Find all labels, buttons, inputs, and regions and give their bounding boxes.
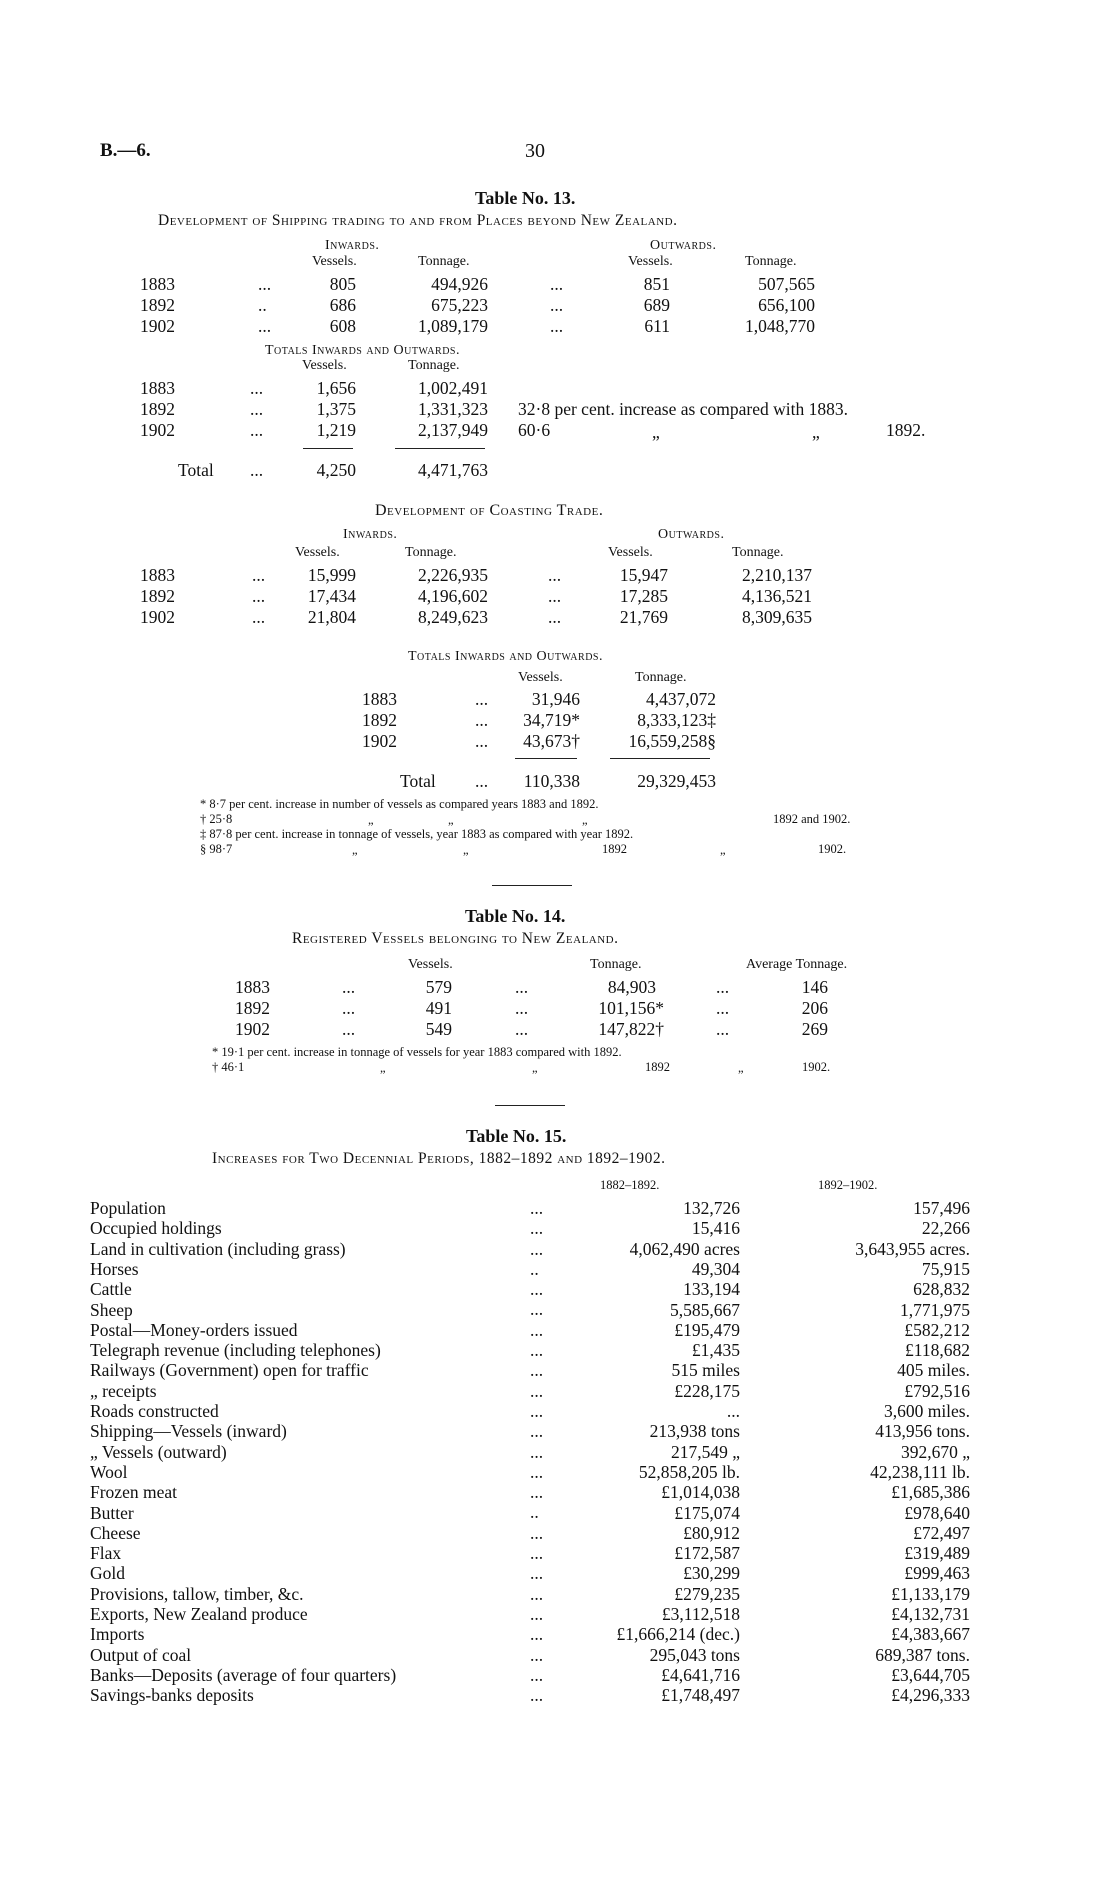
- value-1892-1902: £4,296,333: [891, 1685, 970, 1706]
- totals-vessels: 34,719*: [523, 710, 580, 730]
- row-label: Sheep: [90, 1299, 133, 1320]
- leader-dots: ...: [252, 565, 266, 585]
- value-1892-1902: £582,212: [904, 1319, 970, 1340]
- outwards-vessels: 15,947: [619, 565, 668, 585]
- leader-dots: ...: [716, 977, 730, 997]
- year: 1892: [140, 399, 175, 419]
- table-14-subtitle: Registered Vessels belonging to New Zealand.: [292, 930, 619, 947]
- value-1882-1892: 5,585,667: [670, 1299, 740, 1320]
- total-tonnage: 29,329,453: [637, 771, 716, 791]
- year: 1902: [140, 316, 175, 336]
- inwards-vessels: 805: [329, 274, 356, 294]
- inwards-vessels: 17,434: [307, 586, 356, 606]
- totals-tonnage: 1,002,491: [418, 378, 488, 398]
- total-label: Total: [178, 460, 214, 480]
- outwards-vessels: 21,769: [619, 607, 668, 627]
- table-13-title: Table No. 13.: [475, 188, 576, 208]
- inwards-tonnage: 4,196,602: [418, 586, 488, 606]
- leader-dots: ...: [550, 316, 564, 336]
- inwards-vessels-header: Vessels.: [312, 254, 357, 269]
- totals-vessels: 43,673†: [523, 731, 580, 751]
- value-1892-1902: 413,956 tons.: [875, 1421, 970, 1442]
- totals-vessels: 1,375: [316, 399, 356, 419]
- footnote: * 8·7 per cent. increase in number of vessels as compared years 1883 and 1892.: [200, 797, 599, 811]
- ditto-mark: „: [532, 1061, 538, 1075]
- row-label: Occupied holdings: [90, 1218, 222, 1239]
- leader-dots: ...: [515, 977, 529, 997]
- inwards-vessels: 608: [329, 316, 356, 336]
- totals-vessels: 1,219: [316, 420, 356, 440]
- row-label: Cattle: [90, 1279, 132, 1300]
- row-label: Population: [90, 1198, 166, 1218]
- leader-dots: ...: [716, 998, 730, 1018]
- outwards-tonnage: 4,136,521: [742, 586, 812, 606]
- value-1892-1902: 1,771,975: [900, 1299, 970, 1320]
- leader-dots: ...: [258, 316, 272, 336]
- value-1882-1892: ...: [726, 1401, 740, 1421]
- row-label: Output of coal: [90, 1644, 192, 1665]
- footnote: 1892 and 1902.: [773, 812, 851, 826]
- row-label: Imports: [90, 1624, 145, 1645]
- year: 1902: [140, 607, 175, 627]
- leader-dots: ...: [475, 689, 489, 709]
- tonnage: 84,903: [607, 977, 656, 997]
- value-1882-1892: 4,062,490 acres: [629, 1238, 740, 1259]
- row-label: Gold: [90, 1563, 125, 1584]
- inwards-header: Inwards.: [325, 238, 380, 253]
- value-1882-1892: 132,726: [683, 1198, 740, 1218]
- tonnage: 101,156*: [598, 998, 664, 1018]
- sum-rule: [303, 448, 353, 449]
- value-1882-1892: 295,043 tons: [649, 1644, 740, 1665]
- leader-dots: ...: [475, 710, 489, 730]
- sum-rule: [395, 448, 485, 449]
- value-1892-1902: 3,600 miles.: [883, 1401, 970, 1421]
- average-tonnage: 206: [801, 998, 828, 1018]
- value-1882-1892: £1,666,214 (dec.): [616, 1624, 740, 1645]
- inwards-tonnage: 1,089,179: [418, 316, 488, 336]
- leader-dots: ...: [252, 607, 266, 627]
- outwards-tonnage: 507,565: [758, 274, 815, 294]
- value-1882-1892: £3,112,518: [661, 1604, 740, 1624]
- totals-vessels: 1,656: [316, 378, 356, 398]
- coasting-out-vessels-header: Vessels.: [608, 545, 653, 560]
- outwards-tonnage: 1,048,770: [745, 316, 815, 336]
- page-number: 30: [525, 140, 545, 162]
- value-1882-1892: 515 miles: [671, 1360, 740, 1381]
- increase-note: 32·8 per cent. increase as compared with 1883.: [518, 399, 848, 419]
- footnote: ‡ 87·8 per cent. increase in tonnage of vessels, year 1883 as compared with year 1892.: [200, 827, 634, 841]
- table-14-average-header: Average Tonnage.: [746, 957, 848, 972]
- value-1882-1892: £228,175: [674, 1380, 740, 1401]
- year: 1902: [140, 420, 175, 440]
- leader-dots: ...: [342, 1019, 356, 1039]
- outwards-vessels-header: Vessels.: [628, 254, 673, 269]
- value-1882-1892: 49,304: [691, 1258, 740, 1279]
- inwards-tonnage: 494,926: [431, 274, 488, 294]
- total-tonnage: 4,471,763: [418, 460, 488, 480]
- value-1882-1892: 133,194: [683, 1279, 740, 1300]
- sum-rule: [610, 758, 710, 759]
- value-1892-1902: 392,670 „: [900, 1441, 970, 1462]
- vessels: 549: [425, 1019, 452, 1039]
- footnote: † 46·1: [212, 1060, 245, 1074]
- value-1892-1902: 22,266: [921, 1218, 970, 1239]
- value-1892-1902: 42,238,111 lb.: [870, 1461, 970, 1482]
- value-1882-1892: £1,014,038: [661, 1482, 740, 1503]
- value-1892-1902: £1,133,179: [891, 1583, 970, 1604]
- totals-vessels-header: Vessels.: [302, 358, 347, 373]
- year: 1883: [140, 378, 175, 398]
- table-14-vessels-header: Vessels.: [408, 957, 453, 972]
- sum-rule: [515, 758, 577, 759]
- ditto-mark: „: [720, 843, 726, 857]
- inwards-tonnage: 2,226,935: [418, 565, 488, 585]
- year: 1892: [235, 998, 270, 1018]
- footnote: † 25·8: [200, 812, 233, 826]
- row-label: Flax: [90, 1543, 122, 1564]
- coasting-in-tonnage-header: Tonnage.: [405, 545, 457, 560]
- ditto-mark: „: [352, 843, 358, 857]
- outwards-vessels: 611: [644, 316, 670, 336]
- ditto-mark: „: [582, 813, 588, 827]
- outwards-header: Outwards.: [650, 238, 717, 253]
- outwards-vessels: 851: [643, 274, 670, 294]
- footnote: 1902.: [802, 1060, 831, 1074]
- totals-vessels: 31,946: [531, 689, 580, 709]
- section-divider: [492, 885, 572, 886]
- value-1892-1902: 3,643,955 acres.: [855, 1238, 970, 1259]
- leader-dots: ...: [250, 460, 264, 480]
- value-1892-1902: £72,497: [913, 1522, 970, 1543]
- value-1892-1902: 405 miles.: [897, 1360, 970, 1381]
- coasting-subtitle: Development of Coasting Trade.: [375, 502, 604, 519]
- section-divider: [495, 1105, 565, 1106]
- leader-dots: ...: [548, 586, 562, 606]
- leader-dots: ...: [250, 399, 264, 419]
- year: 1892: [362, 710, 397, 730]
- value-1892-1902: 628,832: [913, 1279, 970, 1300]
- row-label: Horses: [90, 1258, 139, 1279]
- inwards-vessels: 686: [329, 295, 356, 315]
- leader-dots: ...: [548, 607, 562, 627]
- ditto-mark: „: [380, 1061, 386, 1075]
- totals-header: Totals Inwards and Outwards.: [265, 343, 460, 358]
- outwards-tonnage-header: Tonnage.: [745, 254, 797, 269]
- inwards-tonnage: 8,249,623: [418, 607, 488, 627]
- value-1882-1892: 52,858,205 lb.: [638, 1461, 740, 1482]
- totals-tonnage-header: Tonnage.: [408, 358, 460, 373]
- tonnage: 147,822†: [598, 1019, 664, 1039]
- outwards-tonnage: 2,210,137: [742, 565, 812, 585]
- leader-dots: ...: [252, 586, 266, 606]
- coasting-in-vessels-header: Vessels.: [295, 545, 340, 560]
- row-label: Frozen meat: [90, 1482, 177, 1503]
- leader-dots: ...: [475, 731, 489, 751]
- ditto-mark: „: [812, 422, 820, 442]
- year: 1902: [362, 731, 397, 751]
- total-vessels: 110,338: [523, 771, 580, 791]
- value-1882-1892: £279,235: [674, 1583, 740, 1604]
- value-1882-1892: £1,435: [691, 1340, 740, 1361]
- value-1892-1902: £319,489: [904, 1543, 970, 1564]
- leader-dots: ...: [716, 1019, 730, 1039]
- value-1892-1902: £4,383,667: [891, 1624, 970, 1645]
- value-1882-1892: £1,748,497: [661, 1685, 740, 1706]
- value-1892-1902: £1,685,386: [891, 1482, 970, 1503]
- outwards-vessels: 689: [643, 295, 670, 315]
- table-15-subtitle: Increases for Two Decennial Periods, 1882–1892 and 1892–1902.: [212, 1150, 666, 1167]
- value-1882-1892: £4,641,716: [661, 1664, 740, 1685]
- value-1892-1902: £3,644,705: [891, 1664, 970, 1685]
- totals-tonnage: 16,559,258§: [628, 731, 716, 751]
- inwards-vessels: 15,999: [307, 565, 356, 585]
- value-1882-1892: 217,549 „: [670, 1441, 740, 1462]
- totals-tonnage: 2,137,949: [418, 420, 488, 440]
- year: 1892: [140, 295, 175, 315]
- coasting-inwards-header: Inwards.: [343, 527, 398, 542]
- ditto-mark: „: [652, 422, 660, 442]
- row-label: Cheese: [90, 1522, 141, 1543]
- value-1892-1902: 75,915: [921, 1258, 970, 1279]
- year: 1883: [140, 565, 175, 585]
- value-1892-1902: £4,132,731: [891, 1604, 970, 1624]
- footnote: * 19·1 per cent. increase in tonnage of vessels for year 1883 compared with 1892.: [212, 1045, 622, 1059]
- average-tonnage: 269: [801, 1019, 828, 1039]
- leader-dots: ...: [550, 295, 564, 315]
- vessels: 491: [425, 998, 452, 1018]
- leader-dots: ...: [250, 420, 264, 440]
- coasting-totals-vessels-header: Vessels.: [518, 670, 563, 685]
- row-label: Banks—Deposits (average of four quarters): [90, 1664, 397, 1685]
- row-label: Savings-banks deposits: [90, 1685, 254, 1706]
- leader-dots: ...: [550, 274, 564, 294]
- leader-dots: ...: [342, 977, 356, 997]
- year: 1902: [235, 1019, 270, 1039]
- value-1892-1902: 157,496: [913, 1198, 970, 1218]
- leader-dots: ...: [548, 565, 562, 585]
- outwards-vessels: 17,285: [619, 586, 668, 606]
- leader-dots: ...: [515, 1019, 529, 1039]
- leader-dots: ..: [258, 295, 267, 315]
- row-label: Shipping—Vessels (inward): [90, 1421, 287, 1442]
- report-reference: B.—6.: [100, 140, 151, 161]
- ditto-mark: „: [738, 1061, 744, 1075]
- row-label: „ Vessels (outward): [90, 1441, 227, 1462]
- increase-note: 60·6: [518, 420, 551, 440]
- footnote: 1892: [602, 842, 627, 856]
- value-1882-1892: £175,074: [674, 1502, 740, 1523]
- row-label: Butter: [90, 1502, 134, 1523]
- coasting-outwards-header: Outwards.: [658, 527, 725, 542]
- value-1892-1902: £118,682: [905, 1340, 970, 1361]
- table-13-subtitle: Development of Shipping trading to and from Places beyond New Zealand.: [158, 212, 678, 229]
- ditto-mark: „: [368, 813, 374, 827]
- value-1882-1892: £80,912: [683, 1522, 740, 1543]
- totals-tonnage: 1,331,323: [418, 399, 488, 419]
- leader-dots: ...: [258, 274, 272, 294]
- row-label: Land in cultivation (including grass): [90, 1238, 346, 1259]
- footnote: 1892: [645, 1060, 670, 1074]
- totals-tonnage: 8,333,123‡: [637, 710, 716, 730]
- row-label: Exports, New Zealand produce: [90, 1604, 308, 1624]
- column-1882-1892-header: 1882–1892.: [600, 1178, 660, 1192]
- row-label: Provisions, tallow, timber, &c.: [90, 1583, 304, 1604]
- year: 1883: [362, 689, 397, 709]
- leader-dots: ...: [515, 998, 529, 1018]
- leader-dots: ...: [342, 998, 356, 1018]
- outwards-tonnage: 656,100: [758, 295, 815, 315]
- inwards-tonnage-header: Tonnage.: [418, 254, 470, 269]
- total-vessels: 4,250: [316, 460, 356, 480]
- value-1892-1902: £999,463: [904, 1563, 970, 1584]
- value-1892-1902: £978,640: [904, 1502, 970, 1523]
- table-15-title: Table No. 15.: [466, 1126, 567, 1146]
- value-1882-1892: £172,587: [674, 1543, 740, 1564]
- increase-note-year: 1892.: [886, 420, 926, 440]
- row-label: Telegraph revenue (including telephones): [90, 1340, 381, 1361]
- footnote: § 98·7: [200, 842, 233, 856]
- table-14-tonnage-header: Tonnage.: [590, 957, 642, 972]
- inwards-tonnage: 675,223: [431, 295, 488, 315]
- row-label: Railways (Government) open for traffic: [90, 1360, 369, 1381]
- ditto-mark: „: [463, 843, 469, 857]
- value-1892-1902: 689,387 tons.: [875, 1644, 970, 1665]
- year: 1883: [235, 977, 270, 997]
- value-1882-1892: £195,479: [674, 1319, 740, 1340]
- table-14-title: Table No. 14.: [465, 906, 566, 926]
- average-tonnage: 146: [801, 977, 828, 997]
- value-1882-1892: 15,416: [691, 1218, 740, 1239]
- total-label: Total: [400, 771, 436, 791]
- year: 1883: [140, 274, 175, 294]
- leader-dots: ...: [475, 771, 489, 791]
- row-label: Wool: [90, 1461, 128, 1482]
- row-label: „ receipts: [90, 1380, 157, 1401]
- footnote: 1902.: [818, 842, 847, 856]
- vessels: 579: [425, 977, 452, 997]
- value-1882-1892: 213,938 tons: [649, 1421, 740, 1442]
- value-1882-1892: £30,299: [683, 1563, 740, 1584]
- column-1892-1902-header: 1892–1902.: [818, 1178, 878, 1192]
- totals-tonnage: 4,437,072: [646, 689, 716, 709]
- coasting-totals-tonnage-header: Tonnage.: [635, 670, 687, 685]
- leader-dots: ...: [250, 378, 264, 398]
- leader-dots-column: ... ... ... .. ... ... ... ... ... ... ... ... ... ... ... .. ... ... ... ... ... ... ... ... ...: [530, 1198, 544, 1706]
- row-label: Roads constructed: [90, 1401, 219, 1421]
- row-label: Postal—Money-orders issued: [90, 1319, 298, 1340]
- coasting-totals-header: Totals Inwards and Outwards.: [408, 649, 603, 664]
- ditto-mark: „: [448, 813, 454, 827]
- value-1892-1902: £792,516: [904, 1380, 970, 1401]
- outwards-tonnage: 8,309,635: [742, 607, 812, 627]
- inwards-vessels: 21,804: [307, 607, 356, 627]
- year: 1892: [140, 586, 175, 606]
- coasting-out-tonnage-header: Tonnage.: [732, 545, 784, 560]
